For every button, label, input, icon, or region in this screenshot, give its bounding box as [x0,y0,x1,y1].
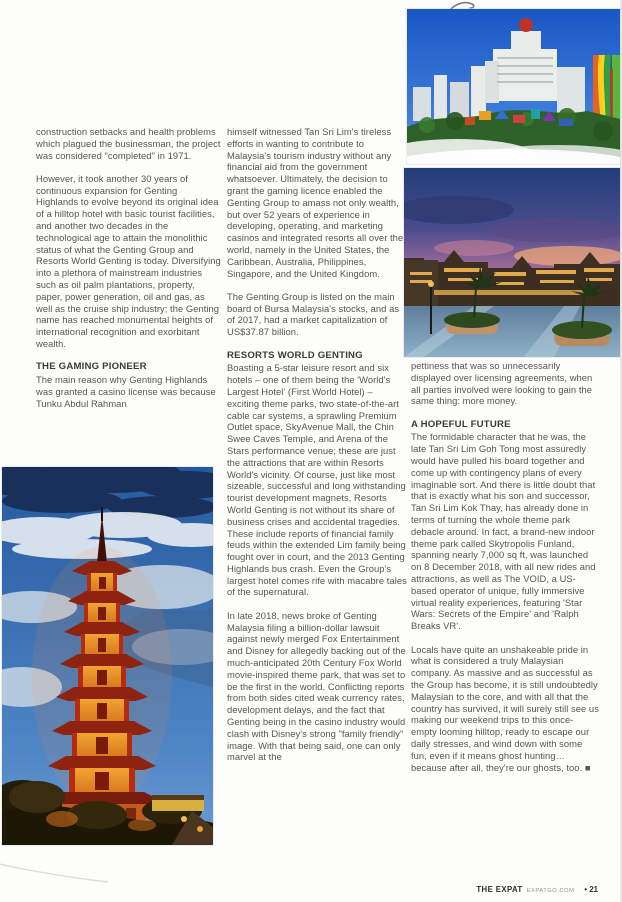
scan-line-artifact [0,858,110,884]
text-column-2 [227,126,407,775]
outlets-photo-graphic [404,168,620,357]
body-paragraph: construction setbacks and health problems which plagued the businessman, the project was considered "completed" in 1971. [36,126,221,161]
body-paragraph: However, it took another 30 years of continuous expansion for Genting Highlands to evolve beyond its original idea of a hilltop hotel with basic tourist facilities, and another two decades in the technological age to attain the monolithic status of what the Genting Group and Resorts World Genting is today. Diversifying into a plethora of mainstream industries such as oil palm plantations, property, paper, power generation, oil and gas, as well as the cruise ship industry; the Genting name has reached monumental heights of international recognition and exorbitant wealth. [36,172,221,350]
page-number: • 21 [584,885,598,894]
section-heading: RESORTS WORLD GENTING [227,349,363,361]
body-paragraph: himself witnessed Tan Sri Lim's tireless efforts in wanting to contribute to Malaysia's tourism industry without any financial aid from the government whatsoever. Ultimately, the decision to grant the gaming licence enabled the Genting Group to amass not only wealth, but over 52 years of experience in developing, operating, and marketing casinos and integrated resorts all over the world, namely in the United States, the Caribbean, Australia, Philippines, Singapore, and the United Kingdom. [227,126,404,279]
body-paragraph: In late 2018, news broke of Genting Malaysia filing a billion-dollar lawsuit against newly merged Fox Entertainment and Disney for allegedly backing out of the much-anticipated 20th Century Fox World movie-inspired theme park, that was set to be the first in the world. Conflicting reports from both sides cited weak currency rates, development delays, and the fact that Genting being in the casino industry would clash with Disney's strong "family friendly" image. With that being said, one can only marvel at the [227,609,406,763]
body-paragraph: pettiness that was so unnecessarily displayed over licensing agreements, when all parties involved were looking to gain the same thing: more money. [411,360,593,407]
magazine-website: EXPATGO.COM [526,888,575,894]
text-column-3 [411,360,599,785]
outlets-photo [404,168,620,357]
magazine-name: THE EXPAT [476,885,523,894]
skyline-photo [407,9,620,164]
body-paragraph: The main reason why Genting Highlands was granted a casino license was because Tunku Abdul Rahman [36,374,216,409]
body-paragraph: Boasting a 5-star leisure resort and six hotels – one of them being the 'World's Largest Hotel' (First World Hotel) – exciting theme parks, two state-of-the-art cable car systems, a sprawling Premium Outlet space, SkyAvenue Mall, the Chin Swee Caves Temple, and Arena of the Stars performance venue; these are just the attractions that are within Resorts World's vicinity. Of course, just like most sizeable, successful and long withstanding tourist development magnets, Resorts World Genting is not without its share of business crises and accidental tragedies. These include reports of financial family feuds within the extended Lim family being fought over in court, and the 2013 Genting Highlands bus crash. Even the Group's largest hotel comes rife with macabre tales of the supernatural. [227,362,407,598]
skyline-photo-graphic [407,9,620,164]
text-column-1 [36,126,221,421]
pagoda-photo [2,467,213,845]
page-footer [476,879,598,897]
body-paragraph: The formidable character that he was, the late Tan Sri Lim Goh Tong most assuredly would have pulled his board together and come up with contingency plans of every imaginable sort. And there is little doubt that that is exactly what his son and successor, Tan Sri Lim Kok Thay, has already done in terms of turning the whole theme park debacle around. In fact, a brand-new indoor theme park called Skytropolis Funland, spanning nearly 7,000 sq ft, was launched on 8 December 2018, with all new rides and attractions, as well as The VOID, a US-based operator of unique, fully immersive virtual reality experiences, featuring 'Star Wars: Secrets of the Empire' and 'Ralph Breaks VR'. [411,431,596,632]
pagoda-photo-graphic [2,467,213,845]
footer-bullet: • [584,885,588,894]
body-paragraph: Locals have quite an unshakeable pride in what is considered a truly Malaysian company. As massive and as successful as the Group has become, it is still undoubtedly Malaysian to the core, and with all that the country has survived, it will surely still see us making our weekend trips to this once-empty looming hilltop, ready to escape our daily stresses, and wind down with some fun, even if it means ghost hunting… because after all, they're our ghosts, too. ■ [411,643,599,773]
body-paragraph: The Genting Group is listed on the main board of Bursa Malaysia's stocks, and as of 2017, had a market capitalization of US$37.87 billion. [227,290,400,338]
section-heading: A HOPEFUL FUTURE [411,418,511,430]
section-heading: THE GAMING PIONEER [36,361,147,373]
